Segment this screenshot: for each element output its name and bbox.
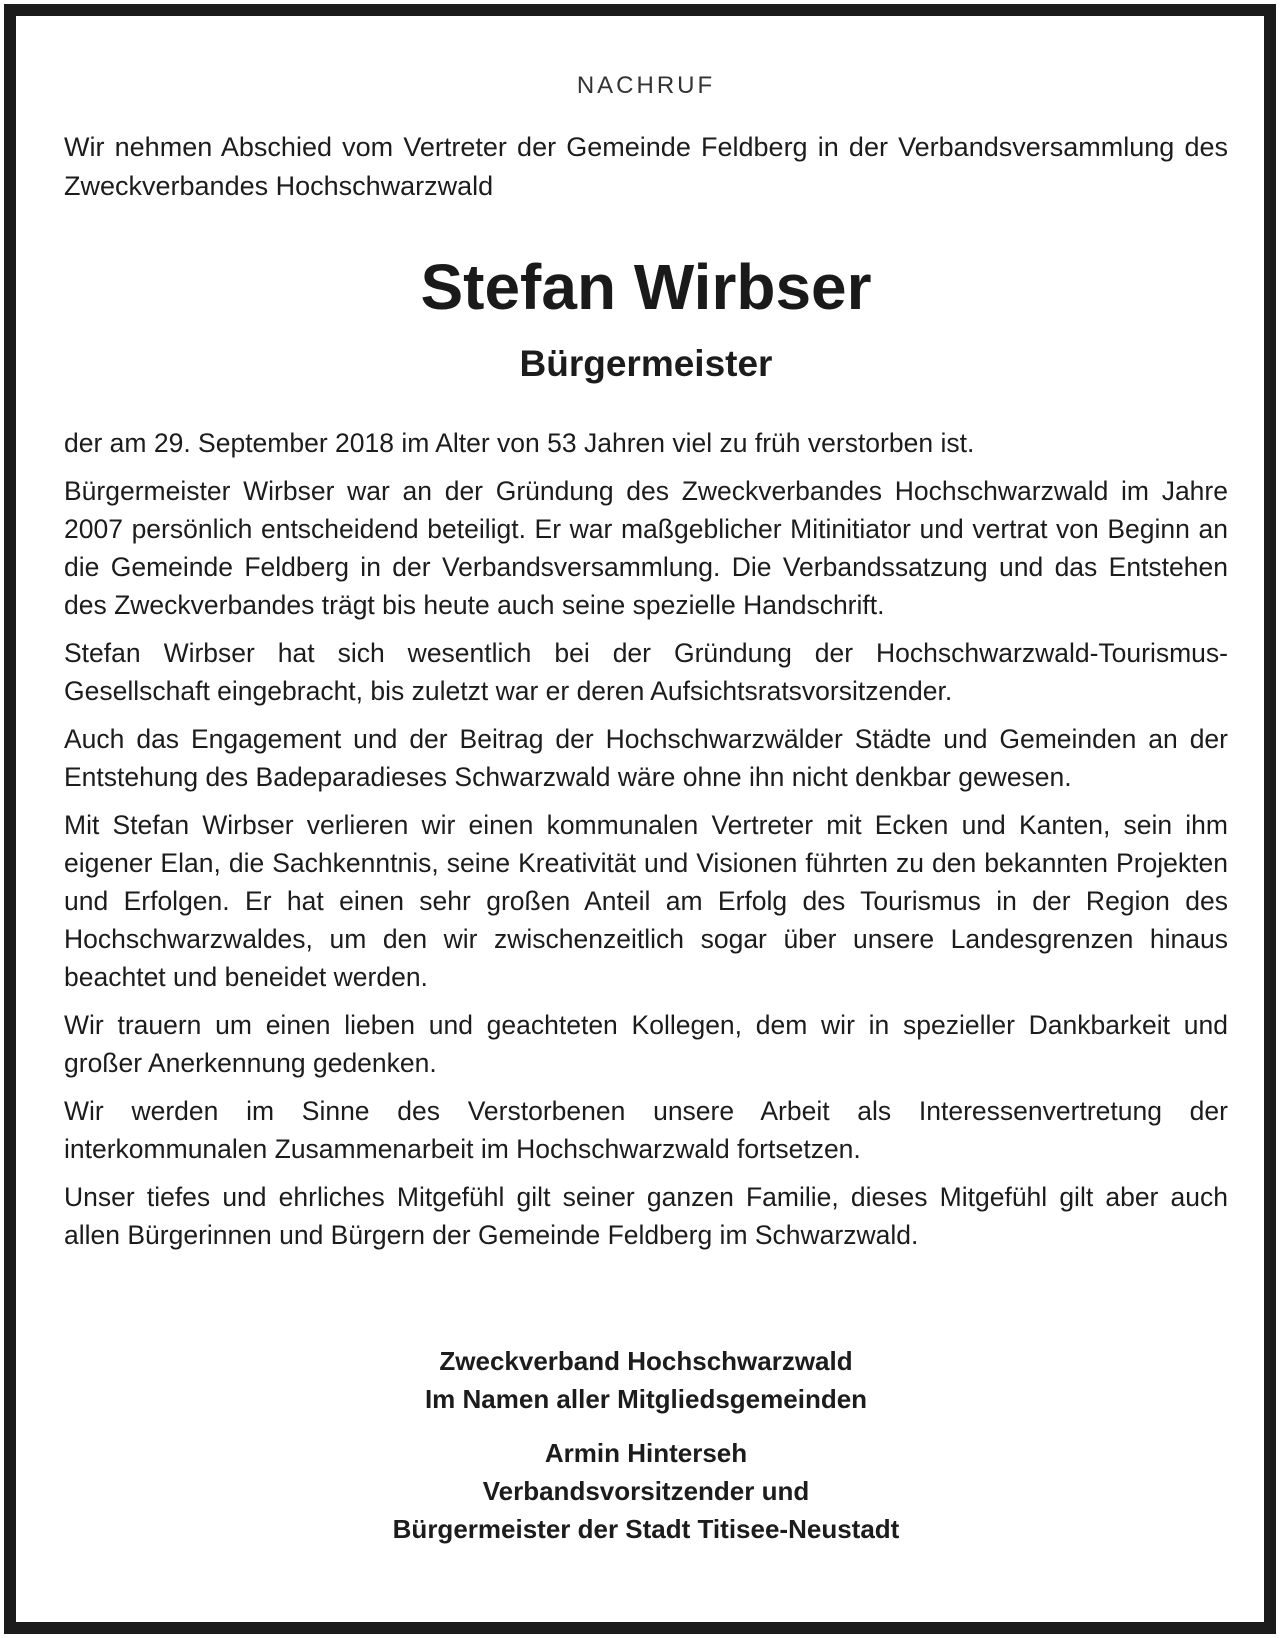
deceased-role: Bürgermeister <box>519 343 773 384</box>
signature-person-title: Verbandsvorsitzender und <box>482 1476 810 1506</box>
intro-text: Wir nehmen Abschied vom Vertreter der Gemeinde Feldberg in der Verbandsversammlung des Zweckverbandes Hochschwarzwald <box>64 132 1228 201</box>
signature-org-name: Zweckverband Hochschwarzwald <box>439 1346 853 1376</box>
paragraph-mourning: Wir trauern um einen lieben und geachteten Kollegen, dem wir in spezieller Dankbarkeit und großer Anerkennung gedenken. <box>64 1010 1228 1078</box>
signature-organization <box>64 1342 1228 1418</box>
signature-person-name: Armin Hinterseh <box>544 1438 748 1468</box>
obituary-heading: NACHRUF <box>576 72 716 99</box>
deceased-name: Stefan Wirbser <box>420 251 872 323</box>
paragraph-tourism: Stefan Wirbser hat sich wesentlich bei der Gründung der Hochschwarzwald-Tourismus-Gesellschaft eingebracht, bis zuletzt war er deren Aufsichtsratsvorsitzender. <box>64 638 1228 706</box>
signature-person <box>64 1434 1228 1548</box>
paragraph-founding: Bürgermeister Wirbser war an der Gründung des Zweckverbandes Hochschwarzwald im Jahre 2007 persönlich entscheidend beteiligt. Er war maßgeblicher Mitinitiator und vertrat von Beginn an die Gemeinde Feldberg in der Verbandsversammlung. Die Verbandssatzung und das Entstehen des Zweckverbandes trägt bis heute auch seine spezielle Handschrift. <box>64 476 1228 620</box>
signature-person-title-2: Bürgermeister der Stadt Titisee-Neustadt <box>392 1514 900 1544</box>
signature-org-sub: Im Namen aller Mitgliedsgemeinden <box>424 1384 868 1414</box>
obituary-frame <box>4 4 1276 1634</box>
obituary-body <box>64 424 1228 1264</box>
paragraph-condolence: Unser tiefes und ehrliches Mitgefühl gilt seiner ganzen Familie, dieses Mitgefühl gilt aber auch allen Bürgerinnen und Bürgern der Gemeinde Feldberg im Schwarzwald. <box>64 1182 1228 1250</box>
signature-block <box>64 1342 1228 1564</box>
paragraph-continue: Wir werden im Sinne des Verstorbenen unsere Arbeit als Interessenvertretung der interkommunalen Zusammenarbeit im Hochschwarzwald fortsetzen. <box>64 1096 1228 1164</box>
paragraph-date: der am 29. September 2018 im Alter von 53 Jahren viel zu früh verstorben ist. <box>64 428 975 458</box>
paragraph-badeparadies: Auch das Engagement und der Beitrag der Hochschwarzwälder Städte und Gemeinden an der Entstehung des Badeparadieses Schwarzwald wäre ohne ihn nicht denkbar gewesen. <box>64 724 1228 792</box>
paragraph-legacy: Mit Stefan Wirbser verlieren wir einen kommunalen Vertreter mit Ecken und Kanten, sein ihm eigener Elan, die Sachkenntnis, seine Kreativität und Visionen führten zu den bekannten Projekten und Erfolgen. Er hat einen sehr großen Anteil am Erfolg des Tourismus in der Region des Hochschwarzwaldes, um den wir zwischenzeitlich sogar über unsere Landesgrenzen hinaus beachtet und beneidet werden. <box>64 810 1228 992</box>
